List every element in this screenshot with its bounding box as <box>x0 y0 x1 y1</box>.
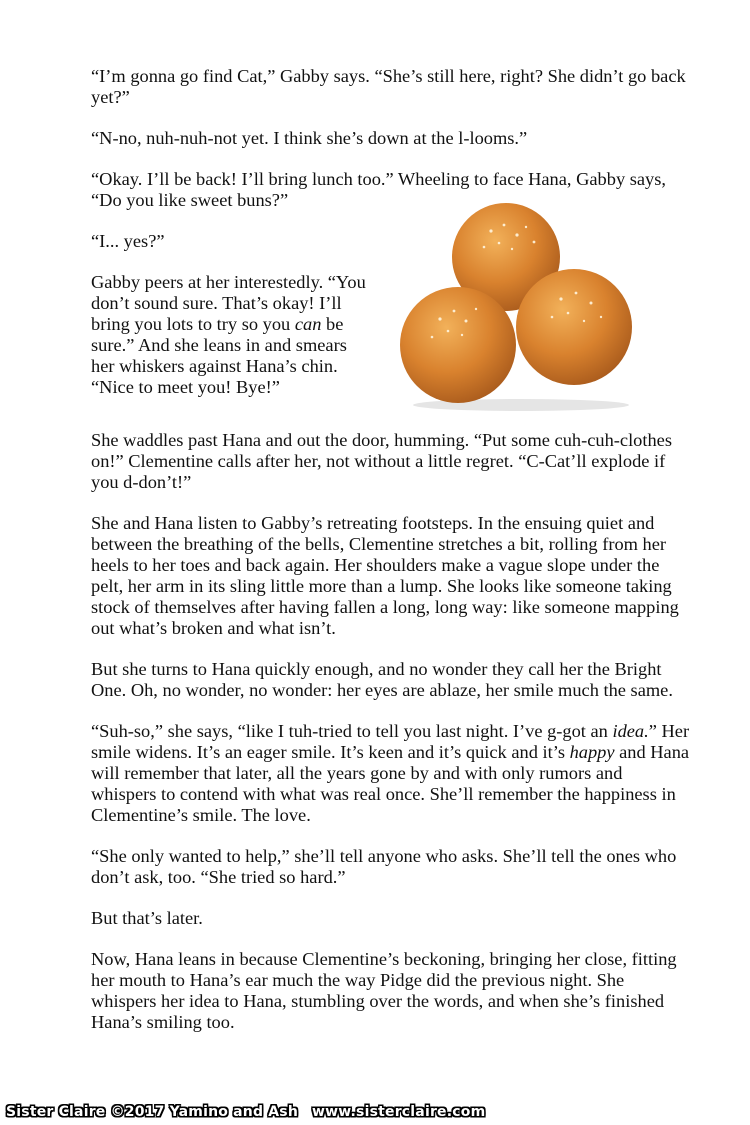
footer-credits <box>6 1101 485 1123</box>
story-page <box>91 66 691 1053</box>
emphasis-idea: idea. <box>612 721 649 741</box>
text-span: ” Her smile widens. It’s an eager smile. It’s keen and it’s quick and it’s <box>91 721 690 762</box>
paragraph-gabby-find-cat: “I’m gonna go find Cat,” Gabby says. “She’s still here, right? She didn’t go back yet?” <box>91 66 686 107</box>
paragraph-only-wanted-to-help: “She only wanted to help,” she’ll tell anyone who asks. She’ll tell the ones who don’t ask, too. “She tried so hard.” <box>91 846 677 887</box>
text-span: and Hana will remember that later, all the years gone by and with only rumors and whispers to contend with what was real once. She’ll remember the happiness in Clementine’s smile. The love. <box>91 742 690 825</box>
text-span: be sure.” And she leans in and smears her whiskers against Hana’s chin. “Nice to meet you! Bye!” <box>91 314 347 397</box>
float-block <box>91 272 691 414</box>
bun-right <box>516 269 632 385</box>
paragraph-hana-leans-in: Now, Hana leans in because Clementine’s beckoning, bringing her close, fitting her mouth to Hana’s ear much the way Pidge did the previous night. She whispers her idea to Hana, stumbling over the words, and when she’s finished Hana’s smiling too. <box>91 949 677 1032</box>
paragraph-bright-one: But she turns to Hana quickly enough, and no wonder they call her the Bright One. Oh, no wonder, no wonder: her eyes are ablaze, her smile much the same. <box>91 659 673 700</box>
text-span: “Suh-so,” she says, “like I tuh-tried to tell you last night. I’ve g-got an <box>91 721 613 741</box>
text-span: Gabby peers at her interestedly. “You don’t sound sure. That’s okay! I’ll bring you lots to try so you <box>91 272 366 334</box>
footer-copyright: Sister Claire ©2017 Yamino and Ash <box>6 1104 299 1120</box>
paragraph-retreating-footsteps: She and Hana listen to Gabby’s retreating footsteps. In the ensuing quiet and between the breathing of the bells, Clementine stretches a bit, rolling from her heels to her toes and back again. Her shoulders make a vague slope under the pelt, her arm in its sling little more than a lump. She looks like someone taking stock of themselves after having fallen a long, long way: like someone mapping out what’s broken and what isn’t. <box>91 513 679 638</box>
emphasis-happy: happy <box>569 742 615 762</box>
paragraph-hana-yes: “I... yes?” <box>91 231 165 251</box>
paragraph-gabby-peers <box>91 272 366 398</box>
paragraph-gabby-waddles: She waddles past Hana and out the door, humming. “Put some cuh-cuh-clothes on!” Clementine calls after her, not without a little regret. “C-Cat’ll explode if you d-don’t!” <box>91 430 673 492</box>
emphasis-can: can <box>294 314 322 334</box>
sweet-buns-icon <box>396 197 646 412</box>
paragraph-idea <box>91 721 691 826</box>
footer-url: www.sisterclaire.com <box>312 1104 486 1120</box>
paragraph-clementine-looms: “N-no, nuh-nuh-not yet. I think she’s down at the l-looms.” <box>91 128 528 148</box>
paragraph-thats-later: But that’s later. <box>91 908 203 928</box>
paragraph-gabby-sweet-buns: “Okay. I’ll be back! I’ll bring lunch too.” Wheeling to face Hana, Gabby says, “Do you like sweet buns?” <box>91 169 667 210</box>
bun-left <box>400 287 516 403</box>
